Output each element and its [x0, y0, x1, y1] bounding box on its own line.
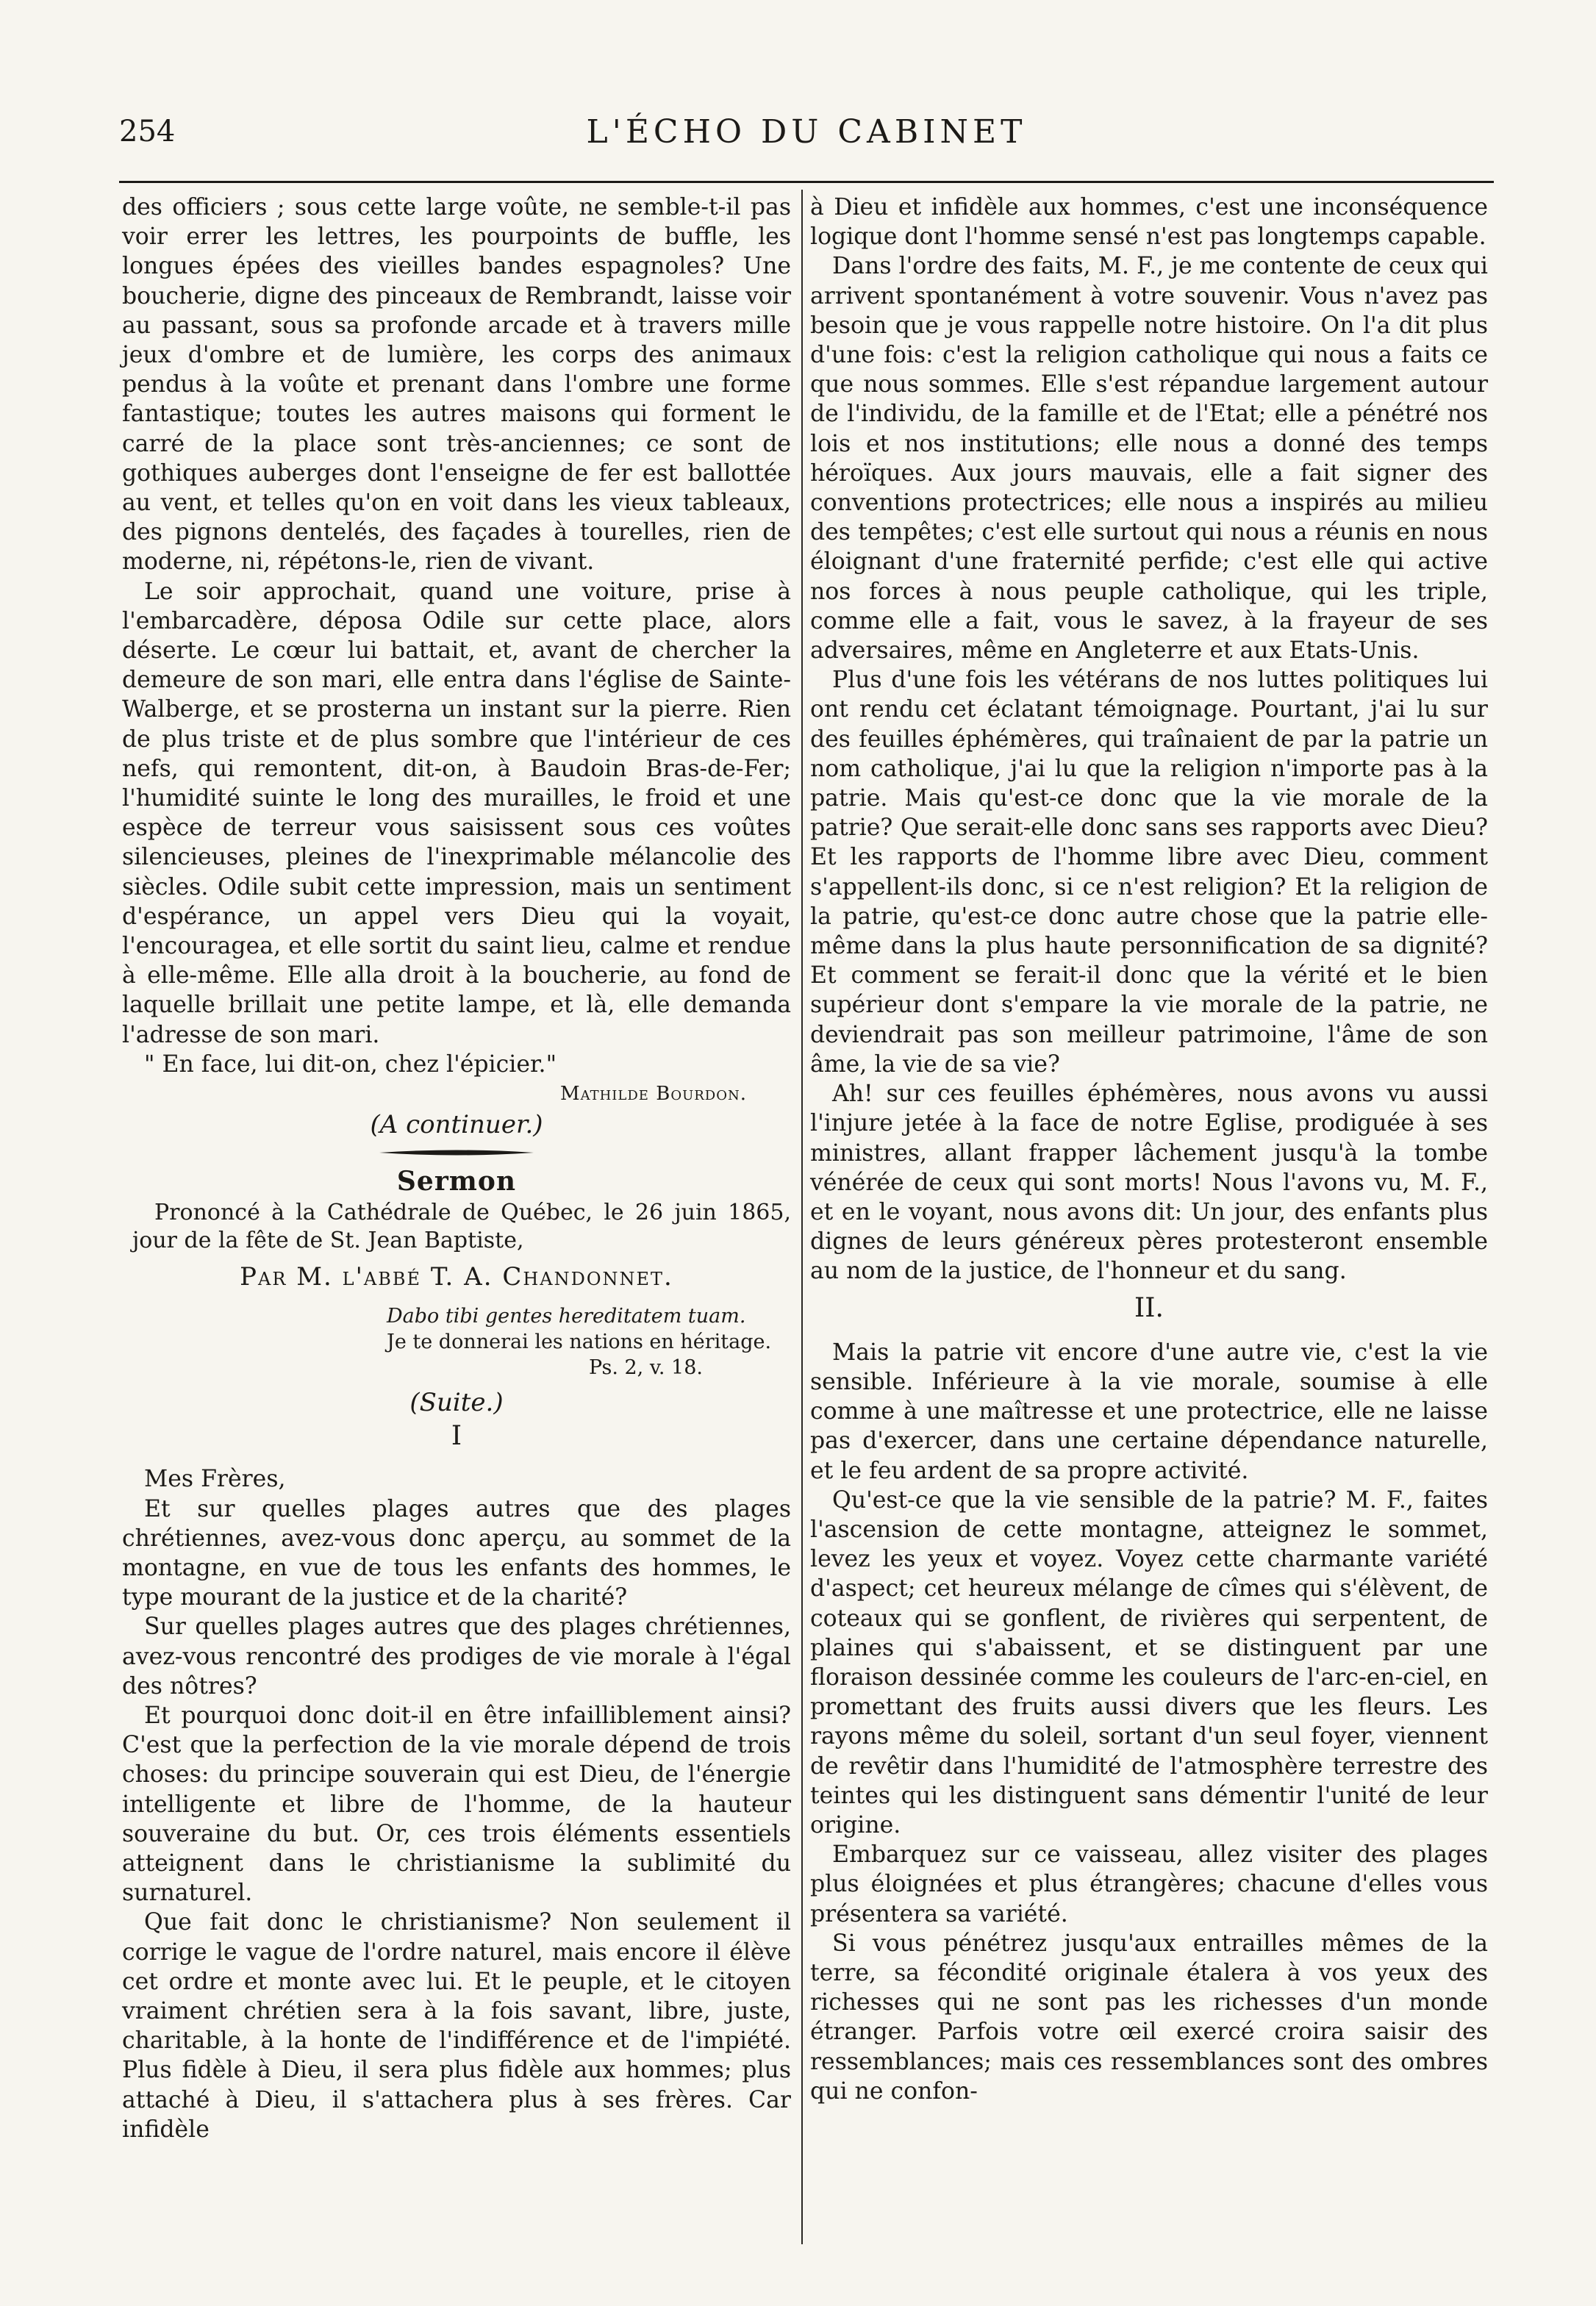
- story-paragraph: " En face, lui dit-on, chez l'épicier.": [144, 1050, 557, 1078]
- sermon-paragraph: Qu'est-ce que la vie sensible de la patrie? M. F., faites l'ascension de cette montagne, atteignez le sommet, levez les yeux et voyez. Voyez cette charmante variété d'aspect; cet heureux mélange de cîmes qui s'élèvent, de coteaux qui se gonflent, de rivières qui serpentent, de plaines qui s'abaissent, et se distinguent par une floraison dessinée comme les couleurs de l'arc-en-ciel, en promettant des fruits aussi divers que les fleurs. Les rayons même du soleil, sortant d'un seul foyer, viennent de revêtir dans l'humidité de l'atmosphère terrestre des teintes qui les distinguent sans démentir l'unité de leur origine.: [810, 1486, 1488, 1838]
- page-number: 254: [119, 115, 176, 148]
- sermon-paragraph: Dans l'ordre des faits, M. F., je me contente de ceux qui arrivent spontanément à votre souvenir. Vous n'avez pas besoin que je vous rappelle notre histoire. On l'a dit plus d'une fois: c'est la religion catholique qui nous a faits ce que nous sommes. Elle s'est répandue largement autour de l'individu, de la famille et de l'Etat; elle a pénétré nos lois et nos institutions; elle nous a donné des temps héroïques. Aux jours mauvais, elle a fait signer des conventions protectrices; elle nous a inspirés au milieu des tempêtes; c'est elle surtout qui nous a réunis en nous éloignant d'une fraternité perfide; c'est elle qui active nos forces à nous peuple catholique, qui les triple, comme elle a fait, vous le savez, à la frayeur de ses adversaires, même en Angleterre et aux Etats-Unis.: [810, 253, 1488, 665]
- right-column: [810, 193, 1488, 2106]
- sermon-title: Sermon: [396, 1165, 517, 1197]
- to-be-continued: (A continuer.): [370, 1110, 543, 1140]
- sermon-paragraph: Ah! sur ces feuilles éphémères, nous avons vu aussi l'injure jetée à la face de notre Eglise, prodiguée à ses ministres, allant frapper lâchement jusqu'à la tombe vénérée de ceux qui sont morts! Nous l'avons vu, M. F., et en le voyant, nous avons dit: Un jour, des enfants plus dignes de leurs généreux pères protesteront ensemble au nom de la justice, de l'honneur et du sang.: [810, 1081, 1488, 1285]
- sermon-paragraph: Embarquez sur ce vaisseau, allez visiter des plages plus éloignées et plus étrangères; chacune d'elles vous présentera sa variété.: [810, 1841, 1488, 1927]
- header-rule: [119, 181, 1494, 183]
- sermon-subtitle: Prononcé à la Cathédrale de Québec, le 26 juin 1865, jour de la fête de St. Jean Baptiste,: [132, 1199, 791, 1253]
- ornamental-rule: [379, 1149, 534, 1156]
- salutation: Mes Frères,: [144, 1466, 286, 1493]
- sermon-paragraph: Et sur quelles plages autres que des plages chrétiennes, avez-vous donc aperçu, au sommet de la montagne, en vue de tous les enfants des hommes, le type mourant de la justice et de la charité?: [122, 1495, 791, 1611]
- sermon-paragraph: Sur quelles plages autres que des plages chrétiennes, avez-vous rencontré des prodiges de vie morale à l'égal des nôtres?: [122, 1614, 791, 1700]
- page-header: [119, 109, 1494, 160]
- section-heading-one: I: [451, 1421, 462, 1452]
- epigraph-reference: Ps. 2, v. 18.: [589, 1356, 703, 1379]
- sermon-paragraph: Mais la patrie vit encore d'une autre vie, c'est la vie sensible. Inférieure à la vie morale, soumise à elle comme à une maîtresse et une protectrice, elle ne laisse pas d'exercer, dans une certaine dépendance naturelle, et le feu ardent de sa propre activité.: [810, 1339, 1488, 1484]
- running-title: L'ÉCHO DU CABINET: [586, 113, 1027, 151]
- epigraph-latin: Dabo tibi gentes hereditatem tuam.: [387, 1304, 746, 1328]
- sermon-paragraph: à Dieu et infidèle aux hommes, c'est une inconséquence logique dont l'homme sensé n'est pas longtemps capable.: [810, 194, 1488, 251]
- sermon-paragraph: Si vous pénétrez jusqu'aux entrailles mêmes de la terre, sa fécondité originale étalera à vos yeux des richesses qui ne sont pas les richesses d'un monde étranger. Parfois votre œil exercé croira saisir des ressemblances; mais ces ressemblances sont des ombres qui ne confon-: [810, 1930, 1488, 2105]
- story-paragraph: Le soir approchait, quand une voiture, prise à l'embarcadère, déposa Odile sur cette place, alors déserte. Le cœur lui battait, et, avant de chercher la demeure de son mari, elle entra dans l'église de Sainte-Walberge, et se prosterna un instant sur la pierre. Rien de plus triste et de plus sombre que l'intérieur de ces nefs, qui remontent, dit-on, à Baudoin Bras-de-Fer; l'humidité suinte le long des murailles, le froid et une espèce de terreur vous saisissent sous ces voûtes silencieuses, pleines de l'inexprimable mélancolie des siècles. Odile subit cette impression, mais un sentiment d'espérance, un appel vers Dieu qui la voyait, l'encouragea, et elle sortit du saint lieu, calme et rendue à elle-même. Elle alla droit à la boucherie, au fond de laquelle brillait une petite lampe, et là, elle demanda l'adresse de son mari.: [122, 578, 791, 1048]
- sermon-paragraph: Plus d'une fois les vétérans de nos luttes politiques lui ont rendu cet éclatant témoignage. Pourtant, j'ai lu sur des feuilles éphémères, qui traînaient de par la patrie un nom catholique, j'ai lu que la religion n'importe pas à la patrie. Mais qu'est-ce donc que la vie morale de la patrie? Que serait-elle donc sans ses rapports avec Dieu? Et les rapports de l'homme libre avec Dieu, comment s'appellent-ils donc, si ce n'est religion? Et la religion de la patrie, qu'est-ce donc autre chose que la patrie elle-même dans la plus haute personnification de sa dignité? Et comment se ferait-il donc que la vérité et le bien supérieur dont s'empare la vie morale de la patrie, ne deviendrait pas son meilleur patrimoine, l'âme de son âme, la vie de sa vie?: [810, 667, 1488, 1078]
- story-paragraph: des officiers ; sous cette large voûte, ne semble-t-il pas voir errer les lettres, les pourpoints de buffle, les longues épées des vieilles bandes espagnoles? Une boucherie, digne des pinceaux de Rembrandt, laisse voir au passant, sous sa profonde arcade et à travers mille jeux d'ombre et de lumière, les corps des animaux pendus à la voûte et prenant dans l'ombre une forme fantastique; toutes les autres maisons qui forment le carré de la place sont très-anciennes; ce sont de gothiques auberges dont l'enseigne de fer est ballottée au vent, et telles qu'on en voit dans les vieux tableaux, des pignons dentelés, des façades à tourelles, rien de moderne, ni, répétons-le, rien de vivant.: [122, 194, 791, 576]
- sermon-paragraph: Que fait donc le christianisme? Non seulement il corrige le vague de l'ordre naturel, mais encore il élève cet ordre et monte avec lui. Et le peuple, et le citoyen vraiment chrétien sera à la fois savant, libre, juste, charitable, à la honte de l'indifférence et de l'impiété. Plus fidèle à Dieu, il sera plus fidèle aux hommes; plus attaché à Dieu, il s'attachera plus à ses frères. Car infidèle: [122, 1909, 791, 2143]
- epigraph: [387, 1303, 791, 1381]
- story-author: Mathilde Bourdon.: [559, 1083, 747, 1106]
- column-divider: [801, 190, 803, 2244]
- left-column: [122, 193, 791, 2144]
- sermon-paragraph: Et pourquoi donc doit-il en être infailliblement ainsi? C'est que la perfection de la vie morale dépend de trois choses: du principe souverain qui est Dieu, de l'énergie intelligente et libre de l'homme, de la hauteur souveraine du but. Or, ces trois éléments essentiels atteignent dans le christianisme la sublimité du surnaturel.: [122, 1702, 791, 1907]
- sermon-author: Par M. l'abbé T. A. Chandonnet.: [240, 1261, 673, 1292]
- epigraph-french: Je te donnerai les nations en héritage.: [387, 1330, 772, 1353]
- suite-label: (Suite.): [409, 1387, 504, 1417]
- section-heading-two: II.: [1134, 1292, 1164, 1323]
